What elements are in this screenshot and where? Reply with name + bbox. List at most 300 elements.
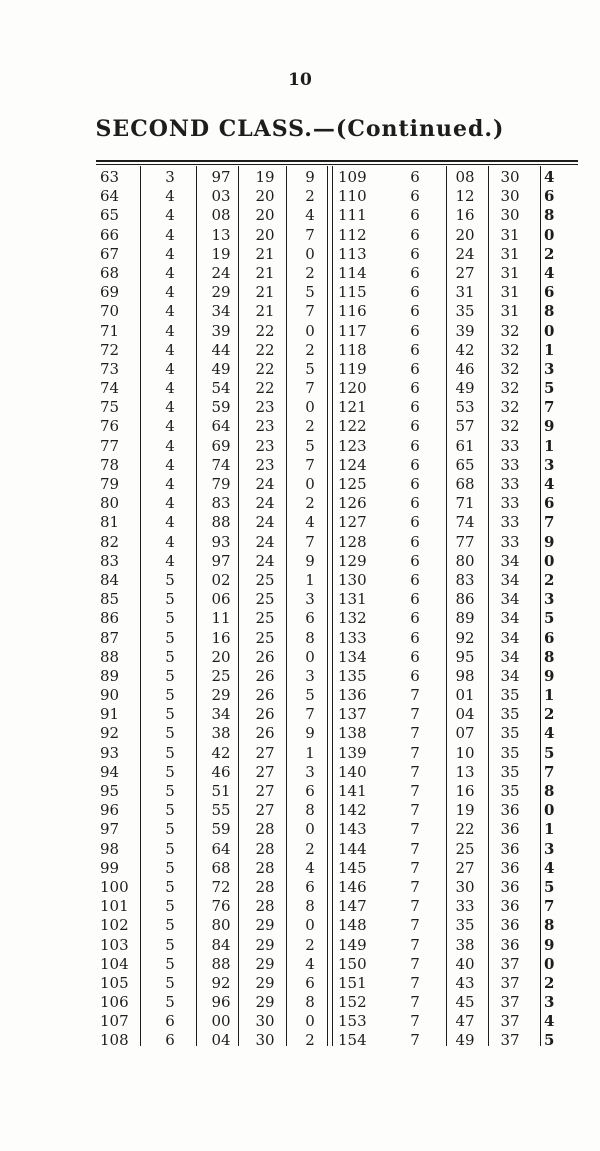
table-cell: 113 xyxy=(338,244,367,263)
table-cell: 89 xyxy=(455,609,475,628)
table-row xyxy=(96,801,578,820)
table-row xyxy=(96,1031,578,1050)
table-cell: 38 xyxy=(455,935,475,954)
table-cell: 5 xyxy=(165,570,175,589)
table-cell: 20 xyxy=(255,187,275,206)
table-cell: 3 xyxy=(305,762,315,781)
table-cell: 64 xyxy=(211,839,231,858)
table-cell: 29 xyxy=(255,973,275,992)
table-cell: 2 xyxy=(544,705,555,724)
table-cell: 7 xyxy=(305,455,315,474)
table-cell: 146 xyxy=(338,877,367,896)
table-cell: 30 xyxy=(500,168,520,186)
table-cell: 26 xyxy=(255,724,275,743)
table-cell: 85 xyxy=(100,590,120,609)
table-cell: 106 xyxy=(100,993,129,1012)
table-cell: 148 xyxy=(338,916,367,935)
table-cell: 72 xyxy=(100,340,120,359)
table-cell: 6 xyxy=(305,877,315,896)
table-cell: 127 xyxy=(338,513,367,532)
table-cell: 5 xyxy=(165,666,175,685)
top-rule-thick xyxy=(96,160,578,162)
table-cell: 5 xyxy=(544,877,555,896)
table-row xyxy=(96,437,578,456)
table-row xyxy=(96,360,578,379)
table-cell: 33 xyxy=(500,475,520,493)
table-cell: 2 xyxy=(305,1031,315,1050)
table-cell: 5 xyxy=(165,705,175,724)
table-cell: 128 xyxy=(338,532,367,551)
table-cell: 114 xyxy=(338,263,367,282)
table-cell: 6 xyxy=(410,417,420,436)
table-cell: 47 xyxy=(455,1012,475,1031)
table-cell: 25 xyxy=(255,570,275,589)
table-cell: 154 xyxy=(338,1031,367,1050)
table-cell: 29 xyxy=(255,954,275,973)
table-cell: 30 xyxy=(255,1012,275,1031)
table-cell: 3 xyxy=(544,455,555,474)
table-cell: 4 xyxy=(544,263,555,282)
table-cell: 37 xyxy=(500,1012,520,1031)
table-cell: 4 xyxy=(165,244,175,263)
table-cell: 37 xyxy=(500,993,520,1012)
table-cell: 4 xyxy=(544,475,555,493)
top-rule-thin xyxy=(96,164,578,165)
table-row xyxy=(96,686,578,705)
table-cell: 2 xyxy=(305,187,315,206)
table-cell: 19 xyxy=(255,168,275,186)
table-cell: 12 xyxy=(455,187,475,206)
table-cell: 19 xyxy=(455,801,475,820)
table-cell: 97 xyxy=(211,551,231,570)
table-cell: 59 xyxy=(211,398,231,417)
table-row xyxy=(96,859,578,878)
table-cell: 79 xyxy=(100,475,120,493)
table-cell: 88 xyxy=(100,647,120,666)
table-cell: 84 xyxy=(211,935,231,954)
table-cell: 64 xyxy=(100,187,120,206)
table-cell: 32 xyxy=(500,379,520,398)
table-cell: 23 xyxy=(255,455,275,474)
table-cell: 24 xyxy=(255,475,275,493)
table-cell: 44 xyxy=(211,340,231,359)
table-cell: 98 xyxy=(455,666,475,685)
table-cell: 121 xyxy=(338,398,367,417)
table-cell: 68 xyxy=(211,858,231,877)
table-cell: 6 xyxy=(410,302,420,321)
table-cell: 0 xyxy=(544,954,555,973)
table-cell: 5 xyxy=(305,359,315,378)
table-cell: 5 xyxy=(544,1031,555,1050)
table-cell: 34 xyxy=(500,590,520,609)
table-cell: 34 xyxy=(211,705,231,724)
table-cell: 131 xyxy=(338,590,367,609)
table-cell: 7 xyxy=(410,782,420,800)
table-cell: 37 xyxy=(500,1031,520,1050)
table-row xyxy=(96,993,578,1012)
table-cell: 0 xyxy=(305,398,315,417)
table-row xyxy=(96,187,578,206)
table-cell: 45 xyxy=(455,993,475,1012)
table-row xyxy=(96,648,578,667)
table-cell: 24 xyxy=(255,551,275,570)
table-cell: 26 xyxy=(255,647,275,666)
table-cell: 31 xyxy=(500,302,520,321)
table-cell: 10 xyxy=(455,743,475,762)
table-cell: 133 xyxy=(338,628,367,647)
table-cell: 5 xyxy=(165,801,175,820)
table-row xyxy=(96,456,578,475)
table-cell: 42 xyxy=(455,340,475,359)
table-cell: 5 xyxy=(165,954,175,973)
table-cell: 8 xyxy=(544,302,555,321)
table-cell: 20 xyxy=(255,225,275,244)
table-cell: 6 xyxy=(544,494,555,513)
table-cell: 135 xyxy=(338,666,367,685)
table-cell: 72 xyxy=(211,877,231,896)
table-cell: 64 xyxy=(211,417,231,436)
table-cell: 101 xyxy=(100,897,129,916)
table-cell: 0 xyxy=(544,801,555,820)
table-cell: 5 xyxy=(544,379,555,398)
table-cell: 116 xyxy=(338,302,367,321)
table-cell: 54 xyxy=(211,379,231,398)
table-cell: 140 xyxy=(338,762,367,781)
table-cell: 26 xyxy=(255,686,275,705)
table-row xyxy=(96,513,578,532)
table-row xyxy=(96,705,578,724)
table-cell: 3 xyxy=(165,168,175,186)
table-cell: 29 xyxy=(255,916,275,935)
table-row xyxy=(96,283,578,302)
table-cell: 0 xyxy=(305,1012,315,1031)
table-row xyxy=(96,1012,578,1031)
table-cell: 4 xyxy=(165,283,175,302)
table-cell: 49 xyxy=(455,1031,475,1050)
table-cell: 6 xyxy=(410,475,420,493)
table-cell: 125 xyxy=(338,475,367,493)
table-cell: 5 xyxy=(165,858,175,877)
table-row xyxy=(96,398,578,417)
table-cell: 24 xyxy=(255,513,275,532)
table-cell: 0 xyxy=(544,321,555,340)
table-cell: 7 xyxy=(410,954,420,973)
table-cell: 30 xyxy=(500,206,520,225)
table-cell: 9 xyxy=(544,532,555,551)
table-row xyxy=(96,916,578,935)
table-cell: 35 xyxy=(500,686,520,705)
table-cell: 68 xyxy=(455,475,475,493)
table-cell: 22 xyxy=(455,820,475,839)
table-cell: 7 xyxy=(410,858,420,877)
table-cell: 4 xyxy=(305,206,315,225)
table-cell: 36 xyxy=(500,839,520,858)
table-cell: 2 xyxy=(544,570,555,589)
table-row xyxy=(96,571,578,590)
table-cell: 7 xyxy=(410,686,420,705)
table-cell: 36 xyxy=(500,877,520,896)
table-cell: 6 xyxy=(410,666,420,685)
table-cell: 118 xyxy=(338,340,367,359)
table-cell: 6 xyxy=(410,340,420,359)
table-cell: 5 xyxy=(165,609,175,628)
table-cell: 2 xyxy=(305,417,315,436)
table-cell: 7 xyxy=(410,705,420,724)
table-cell: 49 xyxy=(211,359,231,378)
table-cell: 5 xyxy=(165,897,175,916)
table-cell: 74 xyxy=(100,379,120,398)
table-cell: 6 xyxy=(410,263,420,282)
table-cell: 3 xyxy=(305,666,315,685)
table-cell: 34 xyxy=(500,570,520,589)
table-cell: 63 xyxy=(100,168,120,186)
table-cell: 36 xyxy=(500,801,520,820)
table-cell: 8 xyxy=(305,897,315,916)
table-cell: 9 xyxy=(305,168,315,186)
table-cell: 115 xyxy=(338,283,367,302)
table-cell: 21 xyxy=(255,263,275,282)
table-cell: 97 xyxy=(211,168,231,186)
table-row xyxy=(96,590,578,609)
table-cell: 25 xyxy=(255,628,275,647)
table-cell: 6 xyxy=(410,590,420,609)
table-cell: 35 xyxy=(500,762,520,781)
table-cell: 24 xyxy=(255,494,275,513)
table-cell: 4 xyxy=(165,398,175,417)
table-cell: 38 xyxy=(211,724,231,743)
table-cell: 3 xyxy=(305,590,315,609)
table-cell: 2 xyxy=(305,839,315,858)
table-cell: 28 xyxy=(255,839,275,858)
table-cell: 75 xyxy=(100,398,120,417)
table-cell: 20 xyxy=(255,206,275,225)
table-cell: 4 xyxy=(165,321,175,340)
table-cell: 1 xyxy=(544,686,555,705)
table-cell: 143 xyxy=(338,820,367,839)
table-cell: 153 xyxy=(338,1012,367,1031)
table-cell: 145 xyxy=(338,858,367,877)
table-cell: 34 xyxy=(500,666,520,685)
table-cell: 81 xyxy=(100,513,120,532)
table-cell: 36 xyxy=(500,897,520,916)
table-cell: 87 xyxy=(100,628,120,647)
table-cell: 5 xyxy=(165,647,175,666)
table-cell: 5 xyxy=(165,935,175,954)
table-cell: 151 xyxy=(338,973,367,992)
table-row xyxy=(96,322,578,341)
table-cell: 35 xyxy=(500,705,520,724)
table-cell: 3 xyxy=(544,359,555,378)
table-cell: 1 xyxy=(305,743,315,762)
table-cell: 105 xyxy=(100,973,129,992)
table-row xyxy=(96,936,578,955)
table-cell: 6 xyxy=(410,321,420,340)
table-cell: 9 xyxy=(544,935,555,954)
table-cell: 39 xyxy=(211,321,231,340)
table-cell: 7 xyxy=(544,513,555,532)
table-cell: 27 xyxy=(255,801,275,820)
table-cell: 5 xyxy=(165,628,175,647)
table-cell: 20 xyxy=(211,647,231,666)
table-cell: 6 xyxy=(410,379,420,398)
table-cell: 89 xyxy=(100,666,120,685)
table-cell: 0 xyxy=(305,475,315,493)
table-cell: 21 xyxy=(255,302,275,321)
table-cell: 103 xyxy=(100,935,129,954)
table-cell: 36 xyxy=(500,935,520,954)
table-row xyxy=(96,226,578,245)
page-heading: SECOND CLASS.—(Continued.) xyxy=(95,116,505,142)
table-cell: 8 xyxy=(544,916,555,935)
table-cell: 27 xyxy=(255,743,275,762)
table-cell: 7 xyxy=(410,877,420,896)
table-cell: 8 xyxy=(305,993,315,1012)
table-row xyxy=(96,629,578,648)
table-cell: 7 xyxy=(410,1012,420,1031)
table-cell: 4 xyxy=(305,858,315,877)
table-cell: 7 xyxy=(544,762,555,781)
table-cell: 25 xyxy=(211,666,231,685)
table-cell: 7 xyxy=(305,379,315,398)
table-cell: 88 xyxy=(211,954,231,973)
table-cell: 8 xyxy=(544,647,555,666)
table-cell: 11 xyxy=(211,609,231,628)
table-cell: 35 xyxy=(455,302,475,321)
table-cell: 6 xyxy=(410,513,420,532)
table-cell: 73 xyxy=(100,359,120,378)
table-cell: 8 xyxy=(305,628,315,647)
table-cell: 1 xyxy=(544,340,555,359)
table-cell: 7 xyxy=(410,993,420,1012)
table-row xyxy=(96,206,578,225)
table-cell: 5 xyxy=(165,762,175,781)
table-cell: 33 xyxy=(455,897,475,916)
table-cell: 129 xyxy=(338,551,367,570)
table-cell: 32 xyxy=(500,359,520,378)
table-cell: 4 xyxy=(165,494,175,513)
table-cell: 5 xyxy=(544,609,555,628)
table-cell: 80 xyxy=(211,916,231,935)
table-cell: 5 xyxy=(165,839,175,858)
table-cell: 6 xyxy=(410,647,420,666)
table-cell: 16 xyxy=(455,206,475,225)
table-cell: 24 xyxy=(455,244,475,263)
table-cell: 13 xyxy=(455,762,475,781)
table-cell: 0 xyxy=(544,225,555,244)
table-cell: 78 xyxy=(100,455,120,474)
table-cell: 94 xyxy=(100,762,120,781)
table-row xyxy=(96,667,578,686)
table-cell: 80 xyxy=(100,494,120,513)
table-cell: 43 xyxy=(455,973,475,992)
table-cell: 49 xyxy=(455,379,475,398)
table-cell: 08 xyxy=(211,206,231,225)
table-cell: 2 xyxy=(544,244,555,263)
table-cell: 95 xyxy=(455,647,475,666)
table-cell: 5 xyxy=(165,973,175,992)
table-cell: 29 xyxy=(211,686,231,705)
table-cell: 59 xyxy=(211,820,231,839)
table-row xyxy=(96,840,578,859)
table-cell: 110 xyxy=(338,187,367,206)
table-cell: 84 xyxy=(100,570,120,589)
table-cell: 5 xyxy=(165,590,175,609)
table-cell: 7 xyxy=(410,1031,420,1050)
table-cell: 86 xyxy=(455,590,475,609)
table-cell: 104 xyxy=(100,954,129,973)
table-row xyxy=(96,417,578,436)
table-cell: 3 xyxy=(544,993,555,1012)
table-cell: 01 xyxy=(455,686,475,705)
table-cell: 6 xyxy=(410,359,420,378)
table-cell: 3 xyxy=(544,839,555,858)
table-row xyxy=(96,533,578,552)
table-row xyxy=(96,245,578,264)
table-cell: 33 xyxy=(500,532,520,551)
table-row xyxy=(96,379,578,398)
table-cell: 33 xyxy=(500,455,520,474)
table-cell: 122 xyxy=(338,417,367,436)
table-cell: 6 xyxy=(410,628,420,647)
table-cell: 6 xyxy=(544,283,555,302)
table-cell: 1 xyxy=(544,820,555,839)
table-cell: 76 xyxy=(100,417,120,436)
table-cell: 4 xyxy=(544,168,555,186)
table-cell: 97 xyxy=(100,820,120,839)
table-cell: 132 xyxy=(338,609,367,628)
table-row xyxy=(96,264,578,283)
table-cell: 7 xyxy=(544,398,555,417)
table-cell: 6 xyxy=(544,187,555,206)
table-cell: 92 xyxy=(100,724,120,743)
table-row xyxy=(96,820,578,839)
table-cell: 70 xyxy=(100,302,120,321)
table-cell: 74 xyxy=(455,513,475,532)
table-cell: 141 xyxy=(338,782,367,800)
table-cell: 152 xyxy=(338,993,367,1012)
table-row xyxy=(96,609,578,628)
table-cell: 6 xyxy=(410,225,420,244)
table-cell: 35 xyxy=(455,916,475,935)
table-cell: 02 xyxy=(211,570,231,589)
table-cell: 7 xyxy=(410,820,420,839)
table-cell: 83 xyxy=(455,570,475,589)
table-cell: 26 xyxy=(255,705,275,724)
table-cell: 67 xyxy=(100,244,120,263)
table-cell: 77 xyxy=(100,436,120,455)
table-cell: 4 xyxy=(165,302,175,321)
table-cell: 108 xyxy=(100,1031,129,1050)
table-cell: 34 xyxy=(500,609,520,628)
table-cell: 149 xyxy=(338,935,367,954)
table-cell: 7 xyxy=(305,302,315,321)
table-cell: 03 xyxy=(211,187,231,206)
table-cell: 92 xyxy=(455,628,475,647)
table-cell: 08 xyxy=(455,168,475,186)
table-cell: 32 xyxy=(500,417,520,436)
table-cell: 19 xyxy=(211,244,231,263)
table-cell: 31 xyxy=(455,283,475,302)
table-cell: 34 xyxy=(500,628,520,647)
table-cell: 9 xyxy=(305,724,315,743)
table-cell: 27 xyxy=(255,762,275,781)
table-cell: 83 xyxy=(100,551,120,570)
table-cell: 27 xyxy=(255,782,275,800)
table-cell: 7 xyxy=(410,839,420,858)
table-cell: 4 xyxy=(165,206,175,225)
table-cell: 24 xyxy=(211,263,231,282)
table-cell: 35 xyxy=(500,724,520,743)
